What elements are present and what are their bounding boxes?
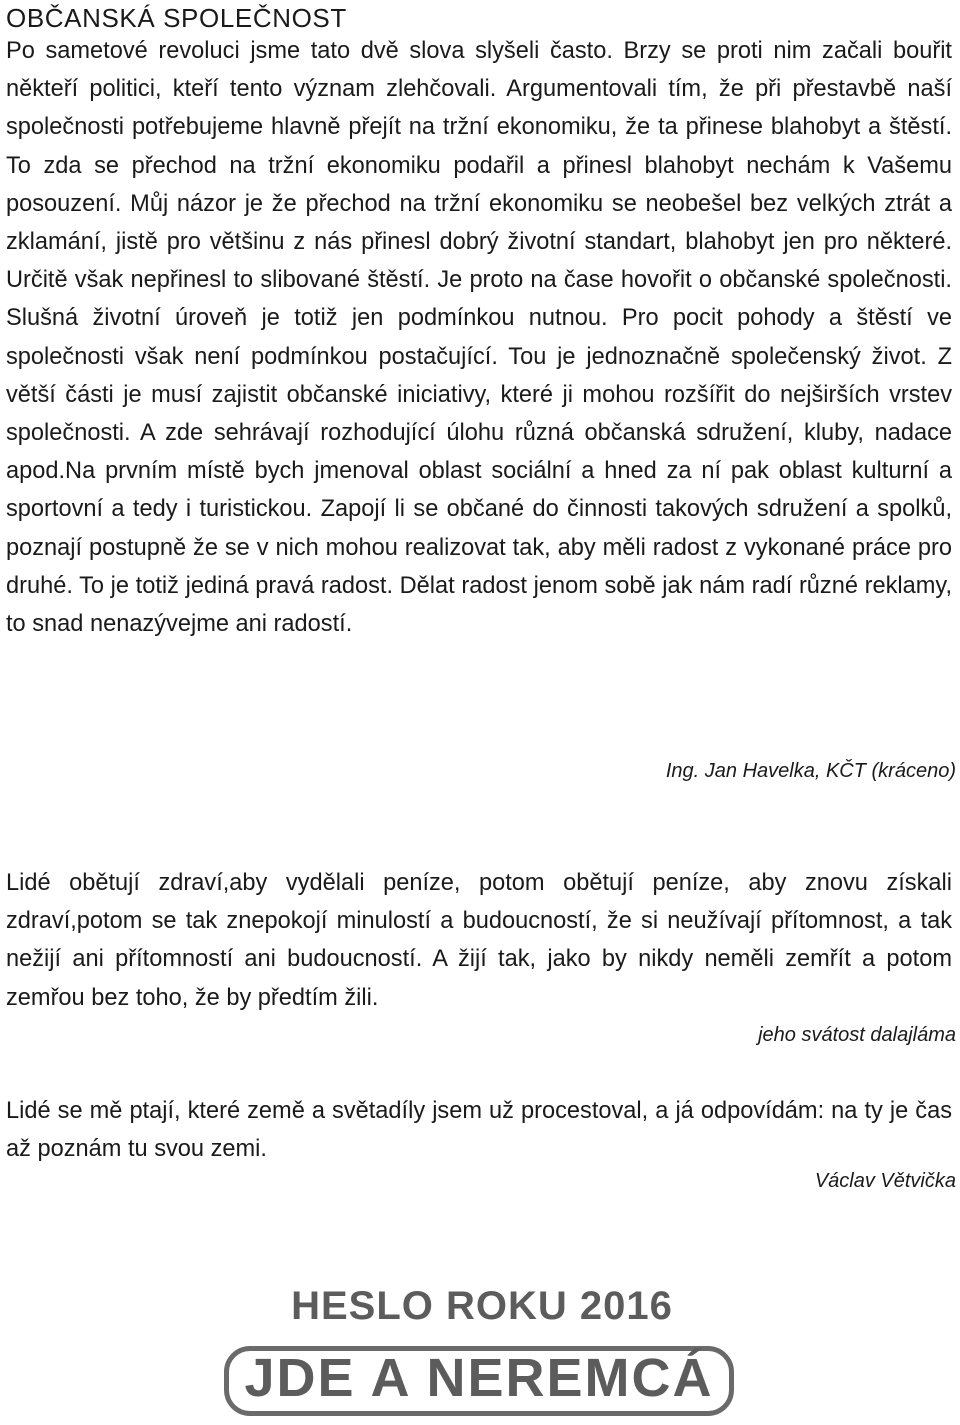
article-body: Po sametové revoluci jsme tato dvě slova slyšeli často. Brzy se proti nim začali bouřit někteří politici, kteří tento význam zlehčovali. Argumentovali tím, že při přestavbě naší společnosti potřebujeme hlavně přejít na tržní ekonomiku, že ta přinese blahobyt a štěstí. To zda se přechod na tržní ekonomiku podařil a přinesl blahobyt nechám k Vašemu posouzení. Můj názor je že přechod na tržní ekonomiku se neobešel bez velkých ztrát a zklamání, jistě pro většinu z nás přinesl dobrý životní standart, blahobyt jen pro některé. Určitě však nepřinesl to slibované štěstí. Je proto na čase hovořit o občanské společnosti. Slušná životní úroveň je totiž jen podmínkou nutnou. Pro pocit pohody a štěstí ve společnosti však není podmínkou postačující. Tou je jednoznačně společenský život. Z větší části je musí zajistit občanské iniciativy, které ji mohou rozšířit do nejširších vrstev společnosti. A zde sehrávají rozhodující úlohu různá občanská sdružení, kluby, nadace apod.Na prvním místě bych jmenoval oblast sociální a hned za ní pak oblast kulturní a sportovní a tedy i turistickou. Zapojí li se občané do činnosti takových sdružení a spolků, poznají postupně že se v nich mohou realizovat tak, aby měli radost z vykonané práce pro druhé. To je totiž jediná pravá radost. Dělat radost jenom sobě jak nám radí různé reklamy, to snad nenazývejme ani radostí.: [6, 38, 952, 638]
quote-1-author: jeho svátost dalajláma: [758, 1024, 956, 1046]
article-author: Ing. Jan Havelka, KČT (kráceno): [665, 760, 956, 782]
motto-text: JDE A NEREMCÁ: [244, 1348, 714, 1408]
quote-2-author: Václav Větvička: [814, 1170, 956, 1192]
motto-title: HESLO ROKU 2016: [291, 1284, 673, 1328]
quote-1-text: Lidé obětují zdraví,aby vydělali peníze, potom obětují peníze, aby znovu získali zdraví,potom se tak znepokojí minulostí a budoucností, že si neužívají přítomnost, a tak nežijí ani přítomností ani budoucností. A žijí tak, jako by nikdy neměli zemřít a potom zemřou bez toho, že by předtím žili.: [6, 870, 952, 1011]
quote-2-text: Lidé se mě ptají, které země a světadíly jsem už procestoval, a já odpovídám: na ty je čas až poznám tu svou zemi.: [6, 1098, 952, 1163]
article-heading: OBČANSKÁ SPOLEČNOST: [6, 3, 347, 33]
